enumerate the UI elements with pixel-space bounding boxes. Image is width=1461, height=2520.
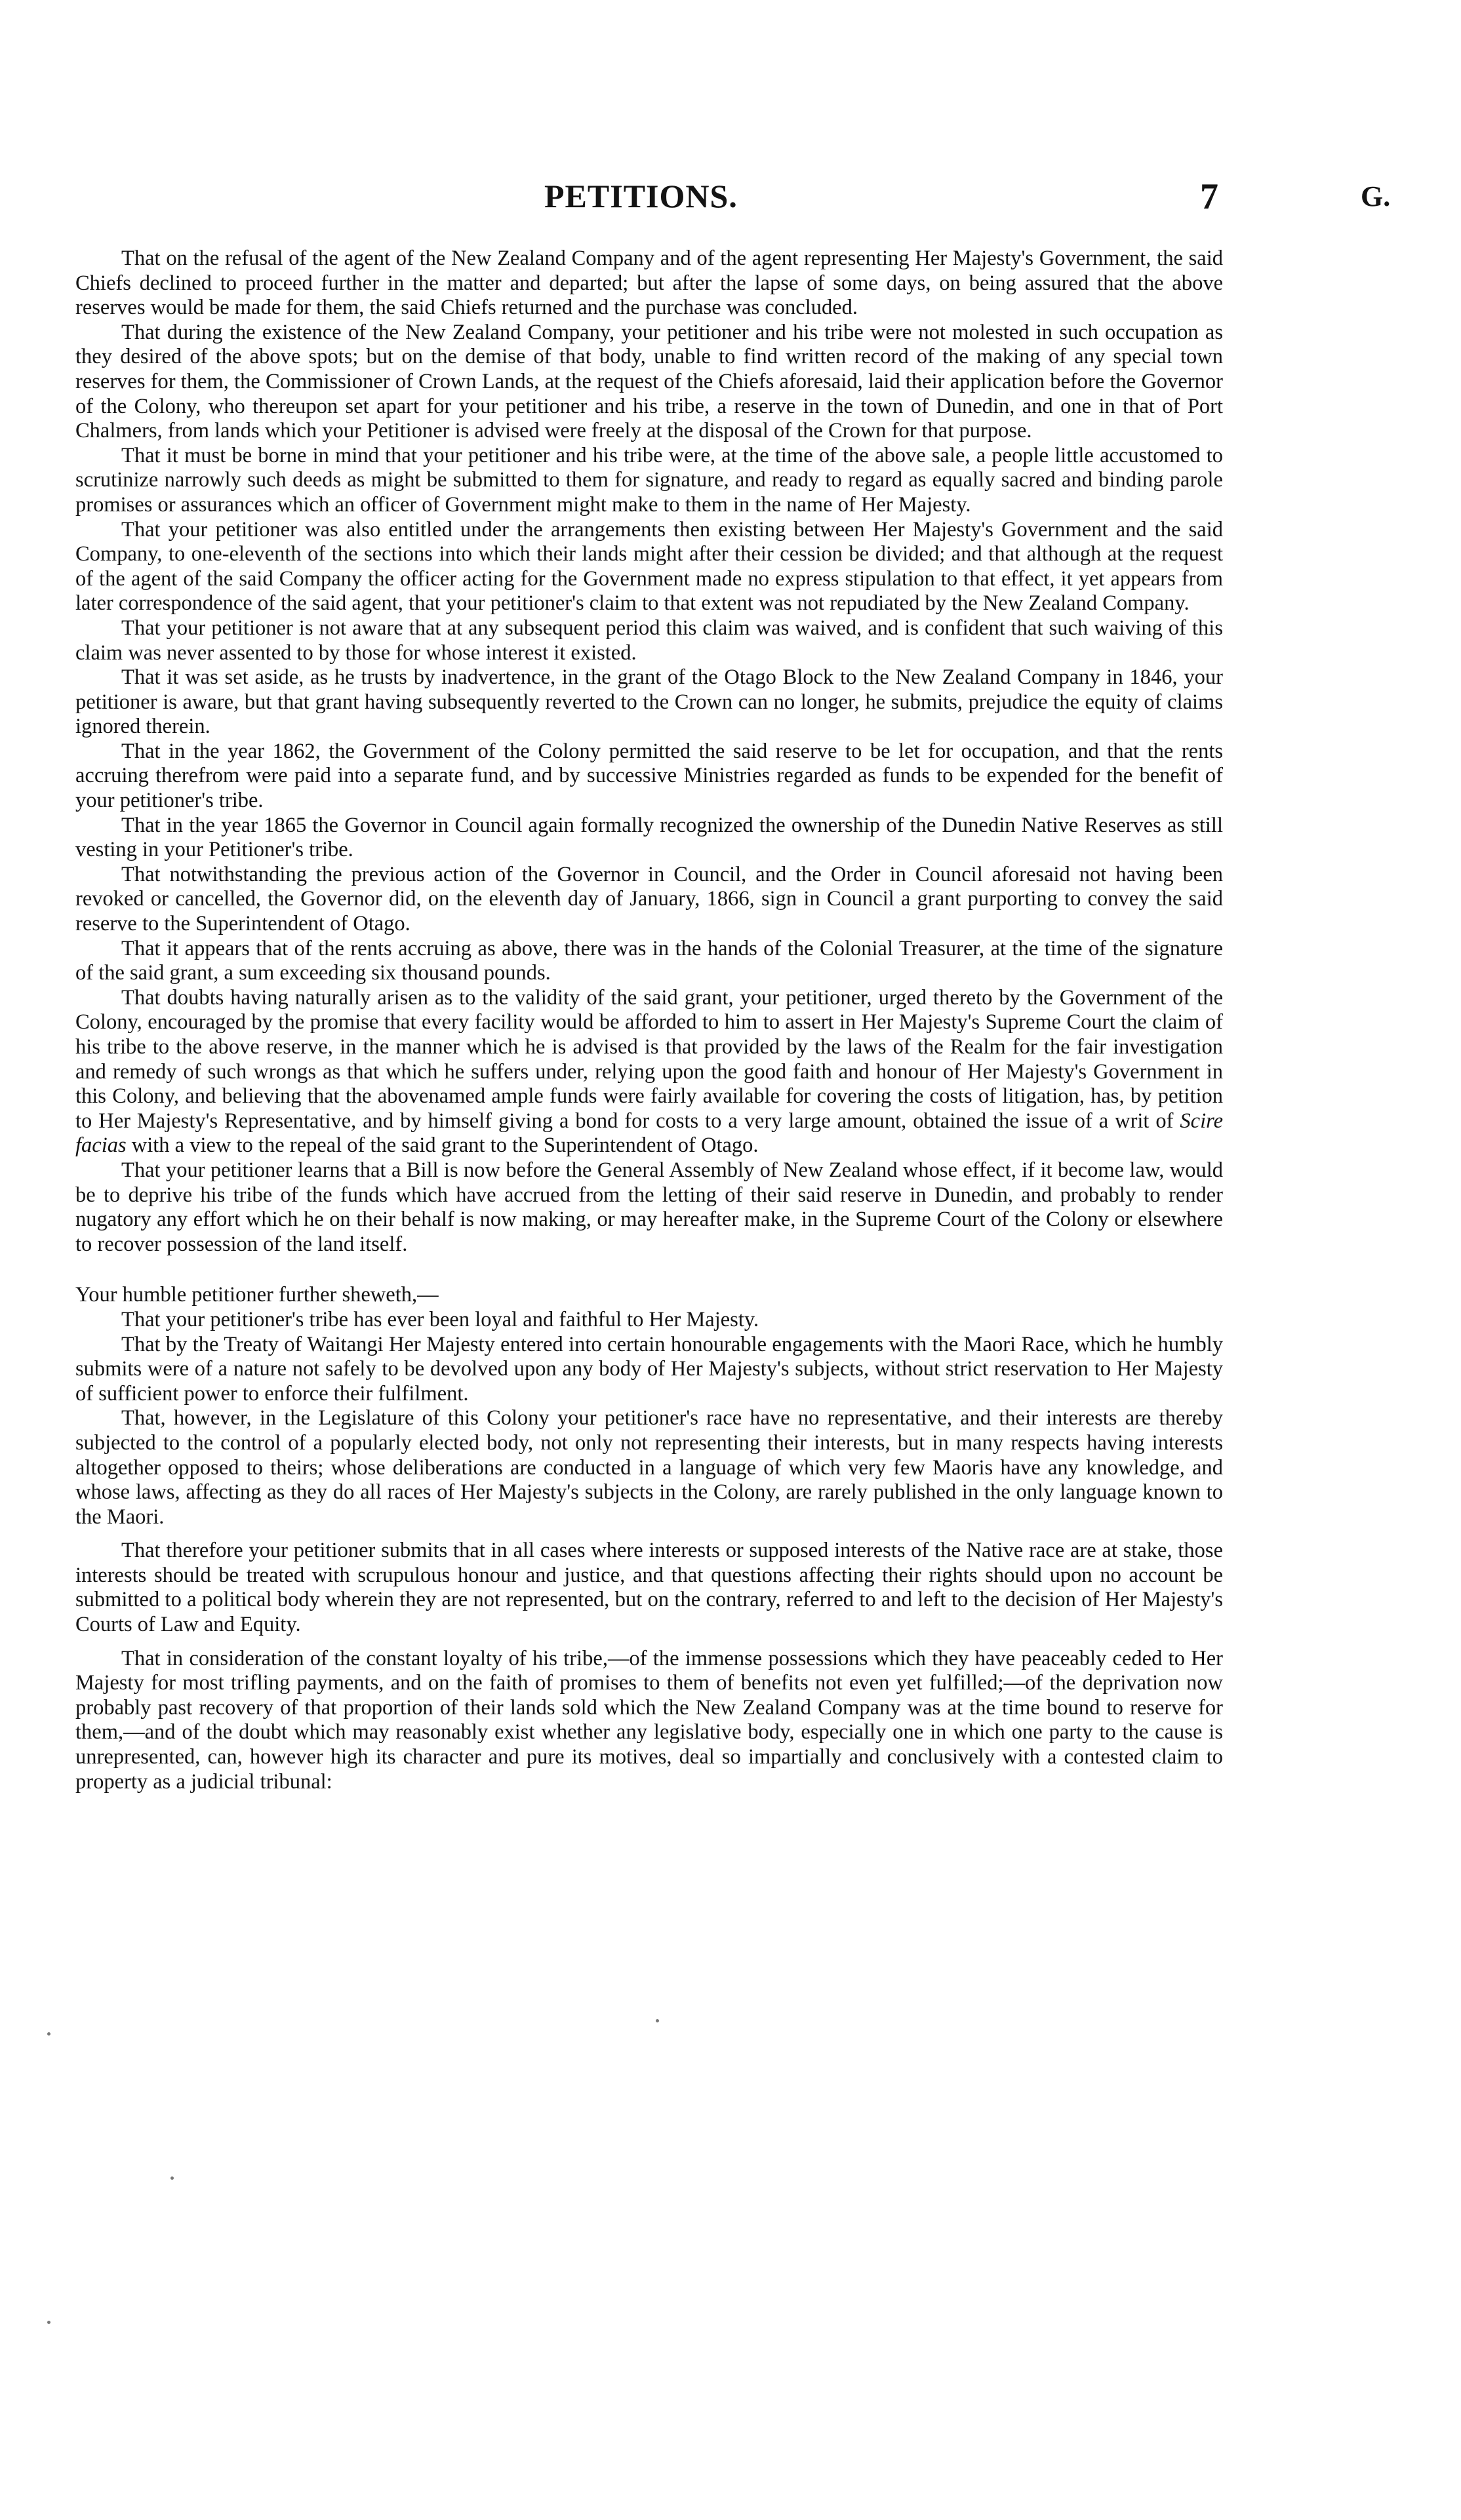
- paragraph: That your petitioner learns that a Bill is now before the General Assembly of New Zealand whose effect, if it become law, would be to deprive his tribe of the funds which have accrued from the letting of their said reserve in Dunedin, and probably to render nugatory any effort which he on their behalf is now making, or may hereafter make, in the Supreme Court of the Colony or elsewhere to recover possession of the land itself.: [75, 1158, 1223, 1256]
- paragraph: That it must be borne in mind that your petitioner and his tribe were, at the time of the above sale, a people little accustomed to scrutinize narrowly such deeds as might be submitted to them for signature, and ready to regard as equally sacred and binding parole promises or assurances which an officer of Government might make to them in the name of Her Majesty.: [75, 443, 1223, 517]
- running-title: PETITIONS.: [544, 178, 738, 214]
- paragraph-gap: [75, 1529, 1223, 1539]
- italic-term: Scire facias: [75, 1109, 1223, 1158]
- series-code: G.: [1361, 180, 1391, 212]
- paragraph: That on the refusal of the agent of the New Zealand Company and of the agent representing Her Majesty's Government, the said Chiefs declined to proceed further in the matter and departed; but after the lapse of some days, on being assured that the above reserves would be made for them, the said Chiefs returned and the purchase was concluded.: [75, 246, 1223, 320]
- stray-mark: [170, 2176, 174, 2180]
- stray-mark: [47, 2032, 50, 2036]
- paragraph-text: That doubts having naturally arisen as to the validity of the said grant, your petitioner, urged thereto by the Government of the Colony, encouraged by the promise that every facility would be afforded to him to assert in Her Majesty's Supreme Court the claim of his tribe to the above reserve, in the manner which he is advised is that provided by the laws of the Realm for the fair investigation and remedy of such wrongs as that which he suffers under, relying upon the good faith and honour of Her Majesty's Government in this Colony, and believing that the abovenamed ample funds were fairly available for covering the costs of litigation, has, by petition to Her Majesty's Representative, and by himself giving a bond for costs to a very large amount, obtained the issue of a writ of: [75, 985, 1223, 1133]
- section-intro: Your humble petitioner further sheweth,—: [75, 1283, 439, 1307]
- paragraph-gap: [75, 1638, 1223, 1647]
- stray-mark: [47, 2321, 50, 2324]
- page-header: [0, 177, 1461, 229]
- page-number: 7: [1200, 176, 1218, 217]
- paragraph-text: with a view to the repeal of the said grant to the Superintendent of Otago.: [126, 1133, 759, 1158]
- paragraph: That therefore your petitioner submits that in all cases where interests or supposed interests of the Native race are at stake, those interests should be treated with scrupulous honour and justice, and that questions affecting their rights should upon no account be submitted to a political body wherein they are not represented, but on the contrary, referred to and left to the decision of Her Majesty's Courts of Law and Equity.: [75, 1539, 1223, 1637]
- paragraph: That your petitioner was also entitled under the arrangements then existing between Her Majesty's Government and the said Company, to one-eleventh of the sections into which their lands might after their cession be divided; and that although at the request of the agent of the said Company the officer acting for the Government made no express stipulation to that effect, it yet appears from later correspondence of the said agent, that your petitioner's claim to that extent was not repudiated by the New Zealand Company.: [75, 517, 1223, 616]
- paragraph: That during the existence of the New Zealand Company, your petitioner and his tribe were not molested in such occupation as they desired of the above spots; but on the demise of that body, unable to find written record of the making of any special town reserves for them, the Commissioner of Crown Lands, at the request of the Chiefs aforesaid, laid their application before the Governor of the Colony, who thereupon set apart for your petitioner and his tribe, a reserve in the town of Dunedin, and one in that of Port Chalmers, from lands which your Petitioner is advised were freely at the disposal of the Crown for that purpose.: [75, 320, 1223, 443]
- section-gap: [75, 1257, 1223, 1283]
- body-text: [75, 246, 1223, 1794]
- paragraph: That in consideration of the constant loyalty of his tribe,—of the immense possessions which they have peaceably ceded to Her Majesty for most trifling payments, and on the faith of promises to them of benefits not even yet fulfilled;—of the deprivation now probably past recovery of that proportion of their lands sold which the New Zealand Company was at the time bound to reserve for them,—and of the doubt which may reasonably exist whether any legislative body, especially one in which one party to the cause is unrepresented, can, however high its character and pure its motives, deal so impartially and conclusively with a contested claim to property as a judicial tribunal:: [75, 1646, 1223, 1794]
- paragraph: That it appears that of the rents accruing as above, there was in the hands of the Colonial Treasurer, at the time of the signature of the said grant, a sum exceeding six thousand pounds.: [75, 936, 1223, 985]
- stray-mark: [656, 2019, 659, 2022]
- paragraph: That notwithstanding the previous action of the Governor in Council, and the Order in Council aforesaid not having been revoked or cancelled, the Governor did, on the eleventh day of January, 1866, sign in Council a grant purporting to convey the said reserve to the Superintendent of Otago.: [75, 862, 1223, 936]
- paragraph: That in the year 1865 the Governor in Council again formally recognized the ownership of the Dunedin Native Reserves as still vesting in your Petitioner's tribe.: [75, 813, 1223, 862]
- paragraph: That, however, in the Legislature of this Colony your petitioner's race have no representative, and their interests are thereby subjected to the control of a popularly elected body, not only not representing their interests, but in many respects having interests altogether opposed to theirs; whose deliberations are conducted in a language of which very few Maoris have any knowledge, and whose laws, affecting as they do all races of Her Majesty's subjects in the Colony, are rarely published in the only language known to the Maori.: [75, 1406, 1223, 1529]
- paragraph: That by the Treaty of Waitangi Her Majesty entered into certain honourable engagements with the Maori Race, which he humbly submits were of a nature not safely to be devolved upon any body of Her Majesty's subjects, without strict reservation to Her Majesty of sufficient power to enforce their fulfilment.: [75, 1332, 1223, 1406]
- paragraph: That in the year 1862, the Government of the Colony permitted the said reserve to be let for occupation, and that the rents accruing therefrom were paid into a separate fund, and by successive Ministries regarded as funds to be expended for the benefit of your petitioner's tribe.: [75, 739, 1223, 813]
- paragraph: That your petitioner's tribe has ever been loyal and faithful to Her Majesty.: [121, 1307, 759, 1331]
- paragraph: That your petitioner is not aware that at any subsequent period this claim was waived, and is confident that such waiving of this claim was never assented to by those for whose interest it existed.: [75, 616, 1223, 665]
- paragraph: That it was set aside, as he trusts by inadvertence, in the grant of the Otago Block to the New Zealand Company in 1846, your petitioner is aware, but that grant having subsequently reverted to the Crown can no longer, he submits, prejudice the equity of claims ignored therein.: [75, 665, 1223, 739]
- paragraph-scire-facias: [75, 986, 1223, 1158]
